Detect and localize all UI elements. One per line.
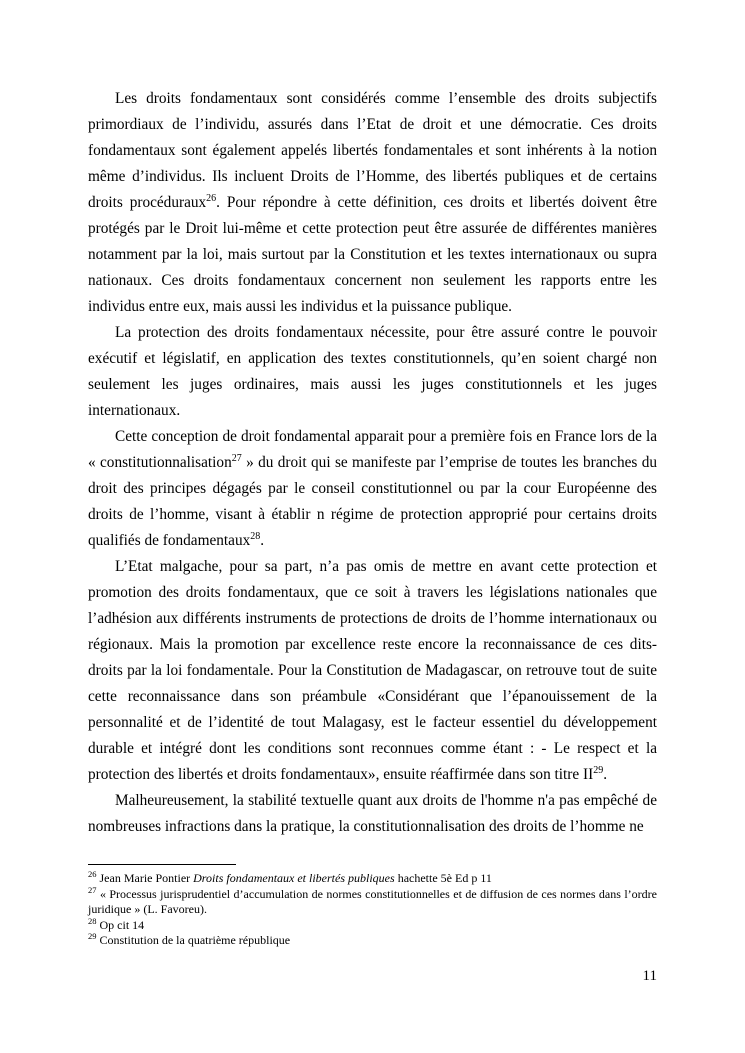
paragraph-text: Cette conception de droit fondamental apparait pour a première fois en France lors de la « constitutionnalisation [88, 428, 657, 471]
paragraph-2 [88, 320, 657, 424]
footnote-number: 29 [88, 931, 97, 941]
footnotes [88, 864, 657, 949]
footnote-28 [88, 915, 657, 934]
footnote-text: Constitution de la quatrième république [99, 933, 291, 947]
page-number: 11 [642, 968, 657, 984]
paragraph-text: Les droits fondamentaux sont considérés comme l’ensemble des droits subjectifs primordiaux de l’individu, assurés dans l’Etat de droit et une démocratie. Ces droits fondamentaux sont également appelés libertés fondamentales et sont inhérents à la notion même d’individus. Ils incluent Droits de l’Homme, des libertés publiques et de certains droits procéduraux [88, 90, 657, 211]
footnote-text: Op cit 14 [99, 917, 145, 932]
footnote-29 [88, 933, 657, 949]
paragraph-text: . Pour répondre à cette définition, ces droits et libertés doivent être protégés par le Droit lui-même et cette protection peut être assurée de différentes manières notamment par la loi, mais surtout par la Constitution et les textes internationaux ou supra nationaux. Ces droits fondamentaux concernent non seulement les rapports entre les individus entre eux, mais aussi les individus et la puissance publique. [88, 194, 657, 315]
footnote-26 [88, 871, 657, 887]
footnote-27 [88, 884, 657, 918]
footnote-number: 26 [88, 869, 97, 879]
footnote-ref-29: 29 [593, 764, 604, 776]
footnote-ref-26: 26 [206, 192, 217, 204]
paragraph-text: La protection des droits fondamentaux nécessite, pour être assuré contre le pouvoir exécutif et législatif, en application des textes constitutionnels, qu’en soient chargé non seulement les juges ordinaires, mais aussi les juges constitutionnels et les juges internationaux. [88, 324, 657, 419]
paragraph-text: . [603, 766, 608, 783]
paragraph-text: L’Etat malgache, pour sa part, n’a pas omis de mettre en avant cette protection et promotion des droits fondamentaux, que ce soit à travers les législations nationales que l’adhésion aux différents instruments de protections de droits de l’homme internationaux ou régionaux. Mais la promotion par excellence reste encore la reconnaissance de ces dits-droits par la loi fondamentale. Pour la Constitution de Madagascar, on retrouve tout de suite cette reconnaissance dans son préambule «Considérant que l’épanouissement de la personnalité et de l’identité de tout Malagasy, est le facteur essentiel du développement durable et intégré dont les conditions sont reconnues comme étant : - Le respect et la protection des libertés et droits fondamentaux», ensuite réaffirmée dans son titre II [88, 558, 657, 783]
footnote-ref-27: 27 [231, 452, 242, 464]
footnote-number: 28 [88, 915, 97, 926]
footnote-text: « Processus jurisprudentiel d’accumulation de normes constitutionnelles et de diffusion de ces normes dans l’ordre juridique » (L. Favoreu). [88, 886, 657, 916]
footnote-separator [88, 864, 236, 865]
footnote-text: Jean Marie Pontier [99, 871, 194, 885]
footnote-text: hachette 5è Ed p 11 [394, 871, 492, 885]
paragraph-1 [88, 86, 657, 320]
footnote-number: 27 [88, 884, 97, 895]
paragraph-3 [88, 424, 657, 554]
paragraph-text: Malheureusement, la stabilité textuelle quant aux droits de l'homme n'a pas empêché de nombreuses infractions dans la pratique, la constitutionnalisation des droits de l’homme ne [88, 792, 657, 835]
paragraph-text: . [260, 532, 265, 549]
paragraph-5 [88, 788, 657, 840]
body-text [88, 86, 657, 840]
paragraph-4 [88, 554, 657, 788]
footnote-ref-28: 28 [250, 530, 261, 542]
paragraph-text: » du droit qui se manifeste par l’emprise de toutes les branches du droit des principes dégagés par le conseil constitutionnel ou par la cour Européenne des droits de l’homme, visant à établir n régime de protection approprié pour certains droits qualifiés de fondamentaux [88, 454, 657, 549]
footnote-italic-title: Droits fondamentaux et libertés publiques [193, 871, 395, 885]
